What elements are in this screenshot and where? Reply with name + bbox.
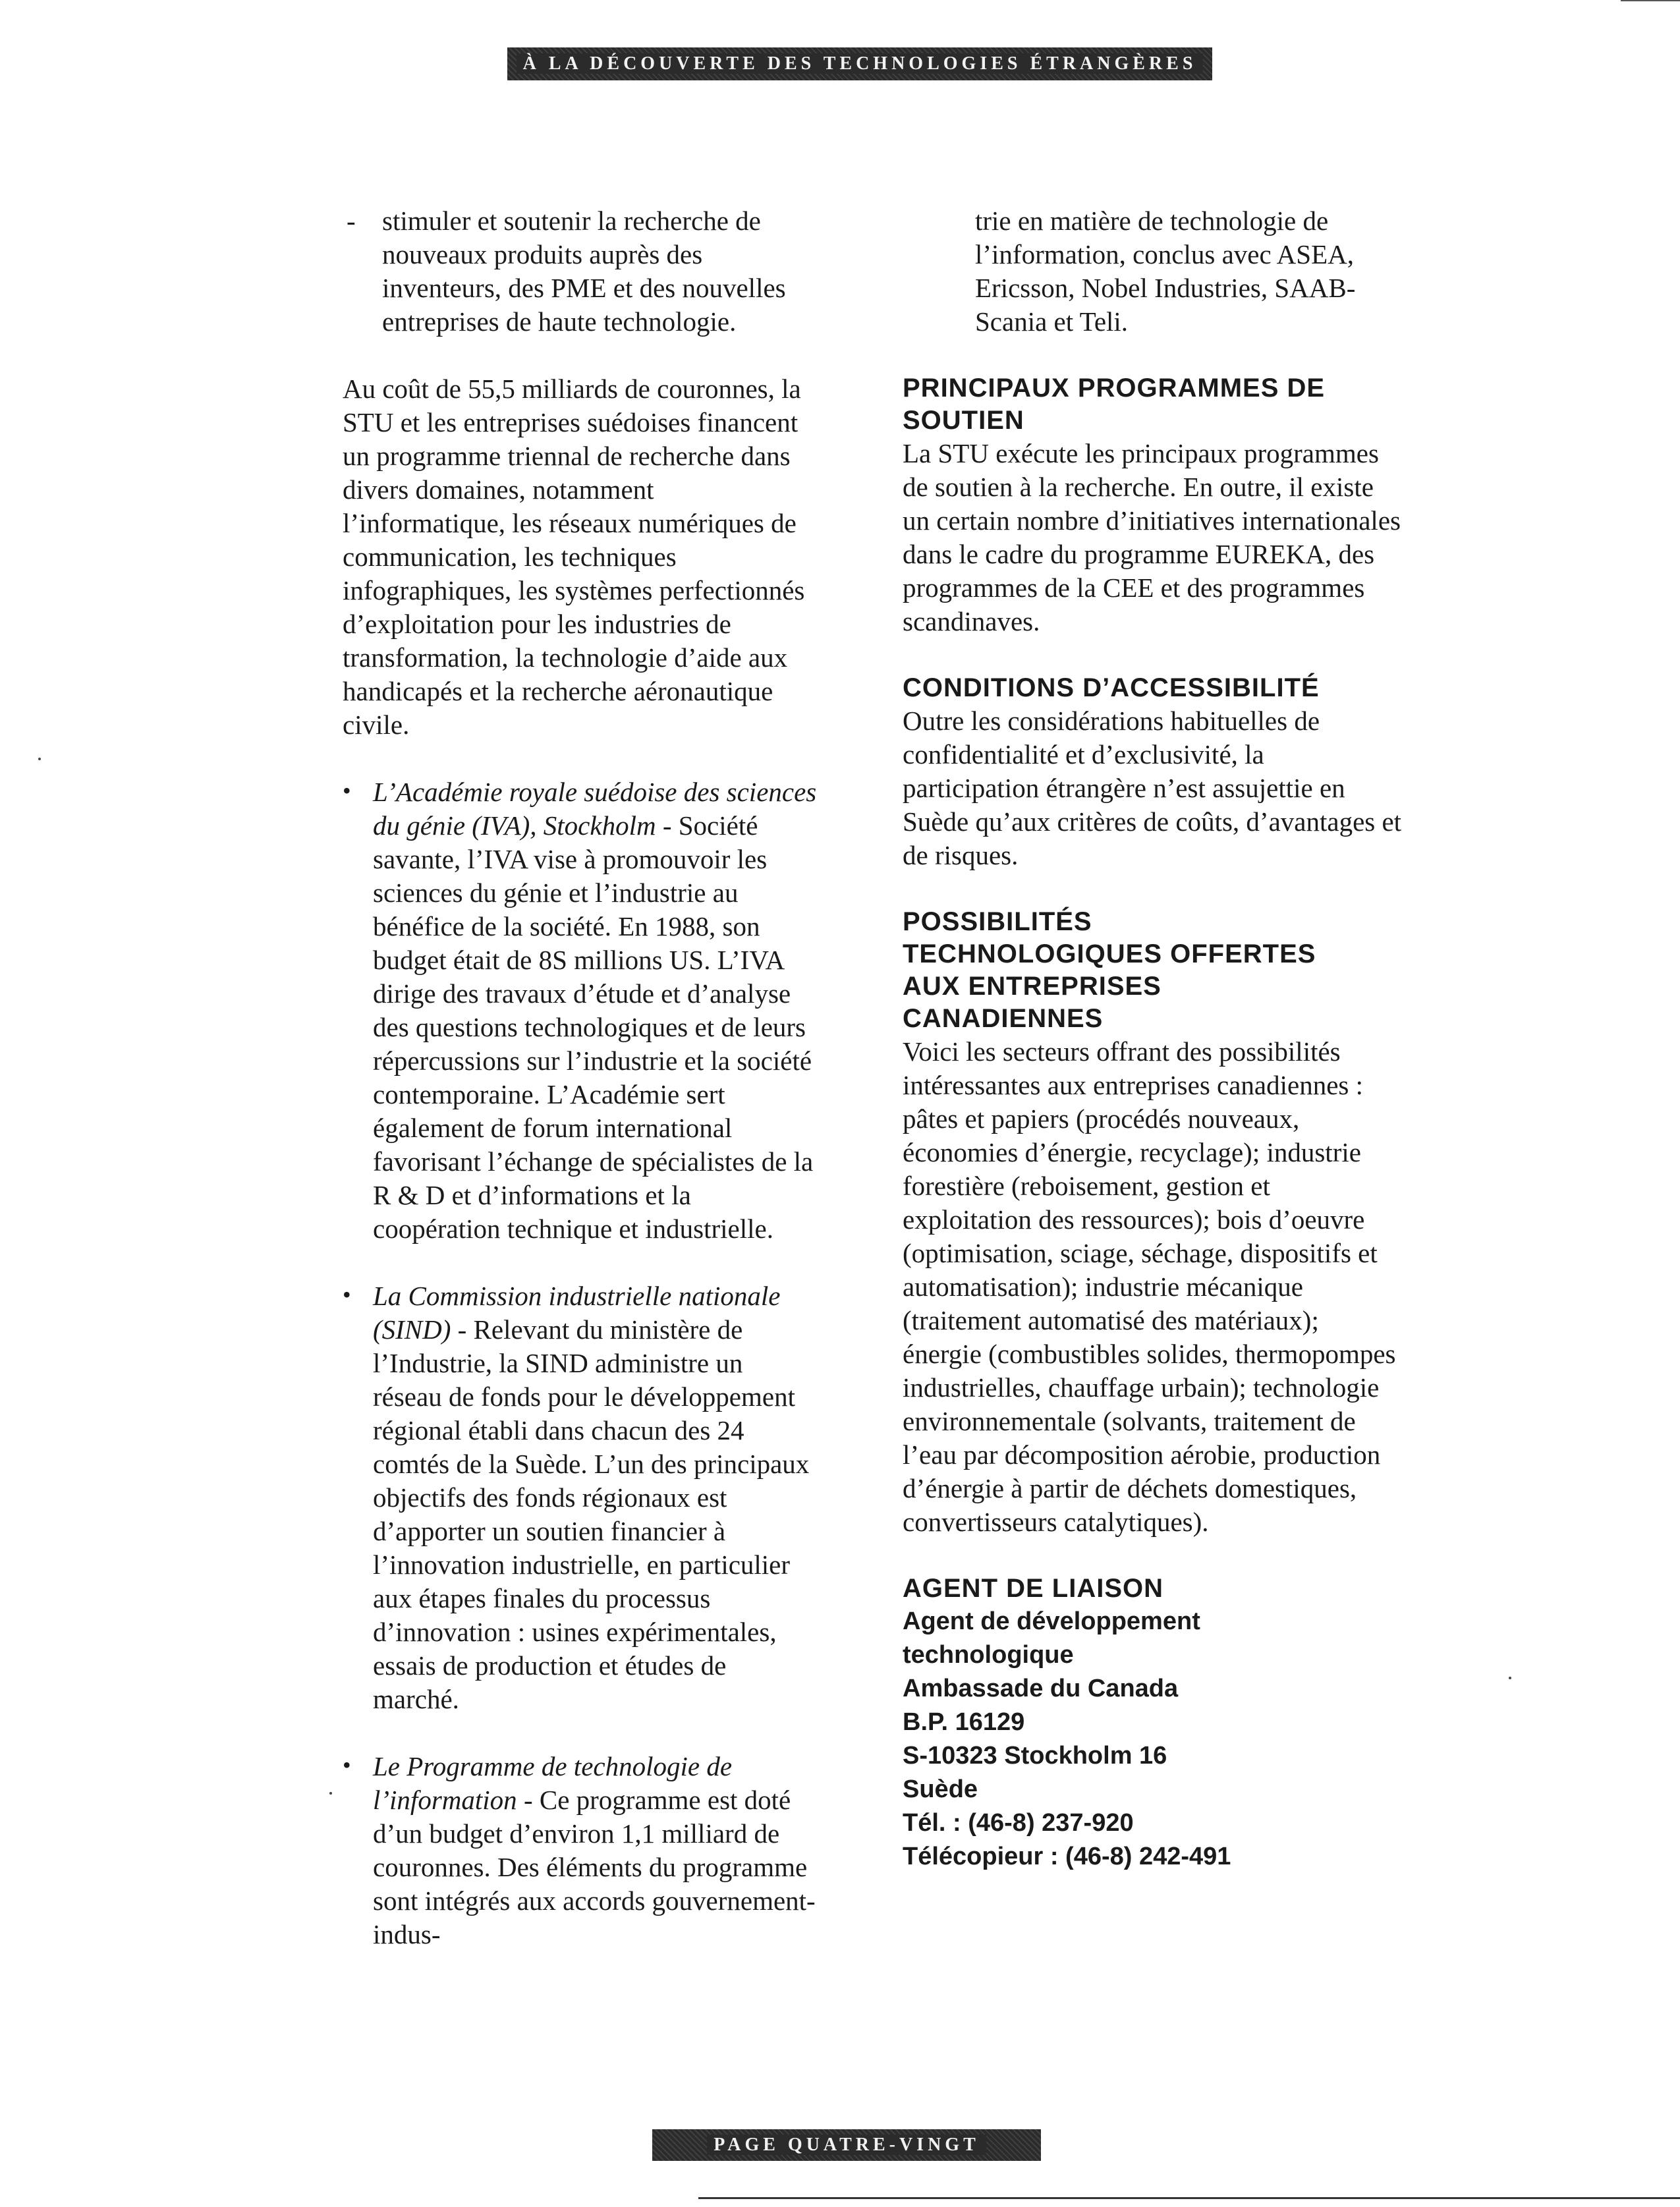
contact-line: Tél. : (46-8) 237-920 xyxy=(903,1809,1134,1837)
contact-line: Télécopieur : (46-8) 242-491 xyxy=(903,1843,1231,1870)
scan-edge-rule xyxy=(1621,0,1680,1)
bullet-item-iva xyxy=(343,775,817,1246)
running-header-text: À LA DÉCOUVERTE DES TECHNOLOGIES ÉTRANGÈRES xyxy=(517,53,1204,74)
page-number-banner xyxy=(652,2129,1041,2161)
contact-heading: AGENT DE LIAISON xyxy=(903,1574,1164,1603)
dash-list-item xyxy=(343,204,817,339)
footer-rule xyxy=(698,2197,1680,2199)
section-body: Outre les considérations habituelles de confidentialité et d’exclusivité, la participation étrangère n’est assujettie en Suède qu’aux critères de coûts, d’avantages et de risques. xyxy=(903,706,1402,870)
left-column xyxy=(343,204,817,1951)
bullet-marker: • xyxy=(343,1281,351,1308)
section-opportunities xyxy=(903,906,1403,1539)
scan-speck xyxy=(329,1792,332,1795)
bullet-term: Le Programme de technologie de l’information xyxy=(373,1751,733,1815)
section-heading: POSSIBILITÉS TECHNOLOGIQUES OFFERTES AUX ENTREPRISES CANADIENNES xyxy=(903,907,1316,1033)
section-accessibility xyxy=(903,672,1403,872)
contact-line: B.P. 16129 xyxy=(903,1708,1025,1736)
section-heading: CONDITIONS D’ACCESSIBILITÉ xyxy=(903,673,1320,702)
contact-line: Suède xyxy=(903,1775,978,1803)
contact-line: S-10323 Stockholm 16 xyxy=(903,1742,1167,1770)
section-contact xyxy=(903,1573,1403,1874)
scan-speck xyxy=(38,758,41,760)
contact-line: Agent de développement xyxy=(903,1607,1200,1635)
bullet-text: - Relevant du ministère de l’Industrie, la SIND administre un réseau de fonds pour le développement régional établi dans chacun des 24 comtés de la Suède. L’un des principaux objectifs des fonds régionaux est d’apporter un soutien financier à l’innovation industrielle, en particulier aux étapes finales du processus d’innovation : usines expérimentales, essais de production et études de marché. xyxy=(373,1314,810,1714)
page-number-text: PAGE QUATRE-VINGT xyxy=(707,2135,986,2155)
section-support-programs xyxy=(903,372,1403,638)
continuation-paragraph: trie en matière de technologie de l’information, conclus avec ASEA, Ericsson, Nobel Industries, SAAB-Scania et Teli. xyxy=(975,206,1356,337)
bullet-text: - Société savante, l’IVA vise à promouvoir les sciences du génie et l’industrie au bénéfice de la société. En 1988, son budget était de 8S millions US. L’IVA dirige des travaux d’étude et d’analyse des questions technologiques et de leurs répercussions sur l’industrie et la société contemporaine. L’Académie sert également de forum international favorisant l’échange de spécialistes de la R & D et d’informations et la coopération technique et industrielle. xyxy=(373,810,814,1244)
contact-line: Ambassade du Canada xyxy=(903,1675,1179,1702)
running-header-banner xyxy=(507,47,1212,80)
section-heading: PRINCIPAUX PROGRAMMES DE SOUTIEN xyxy=(903,374,1326,435)
dash-item-text: stimuler et soutenir la recherche de nouveaux produits auprès des inventeurs, des PME et des nouvelles entreprises de haute technologie. xyxy=(382,206,786,337)
bullet-text: - Ce programme est doté d’un budget d’environ 1,1 milliard de couronnes. Des éléments du programme sont intégrés aux accords gouvernement-indus- xyxy=(373,1785,816,1949)
bullet-item-sind xyxy=(343,1279,817,1716)
bullet-marker: • xyxy=(343,1752,351,1778)
section-body: Voici les secteurs offrant des possibilités intéressantes aux entreprises canadiennes : pâtes et papiers (procédés nouveaux, économies d’énergie, recyclage); industrie forestière (reboisement, gestion et exploitation des ressources); bois d’oeuvre (optimisation, sciage, séchage, dispositifs et automatisation); industrie mécanique (traitement automatisé des matériaux); énergie (combustibles solides, thermopompes industrielles, chauffage urbain); technologie environnementale (solvants, traitement de l’eau par décomposition aérobie, production d’énergie à partir de déchets domestiques, convertisseurs catalytiques). xyxy=(903,1036,1396,1537)
scan-speck xyxy=(1509,1677,1511,1679)
bullet-marker: • xyxy=(343,777,351,804)
dash-marker: - xyxy=(347,206,356,236)
contact-line: technologique xyxy=(903,1641,1074,1669)
right-column xyxy=(903,204,1403,1907)
bullet-term: La Commission industrielle nationale (SIND) xyxy=(373,1281,781,1345)
section-body: La STU exécute les principaux programmes de soutien à la recherche. En outre, il existe un certain nombre d’initiatives internationales dans le cadre du programme EUREKA, des programmes de la CEE et des programmes scandinaves. xyxy=(903,438,1401,636)
bullet-term: L’Académie royale suédoise des sciences du génie (IVA), Stockholm xyxy=(373,777,817,841)
bullet-item-it-program xyxy=(343,1750,817,1951)
intro-paragraph: Au coût de 55,5 milliards de couronnes, la STU et les entreprises suédoises financent un programme triennal de recherche dans divers domaines, notamment l’informatique, les réseaux numériques de communication, les techniques infographiques, les systèmes perfectionnés d’exploitation pour les industries de transformation, la technologie d’aide aux handicapés et la recherche aéronautique civile. xyxy=(343,374,805,740)
